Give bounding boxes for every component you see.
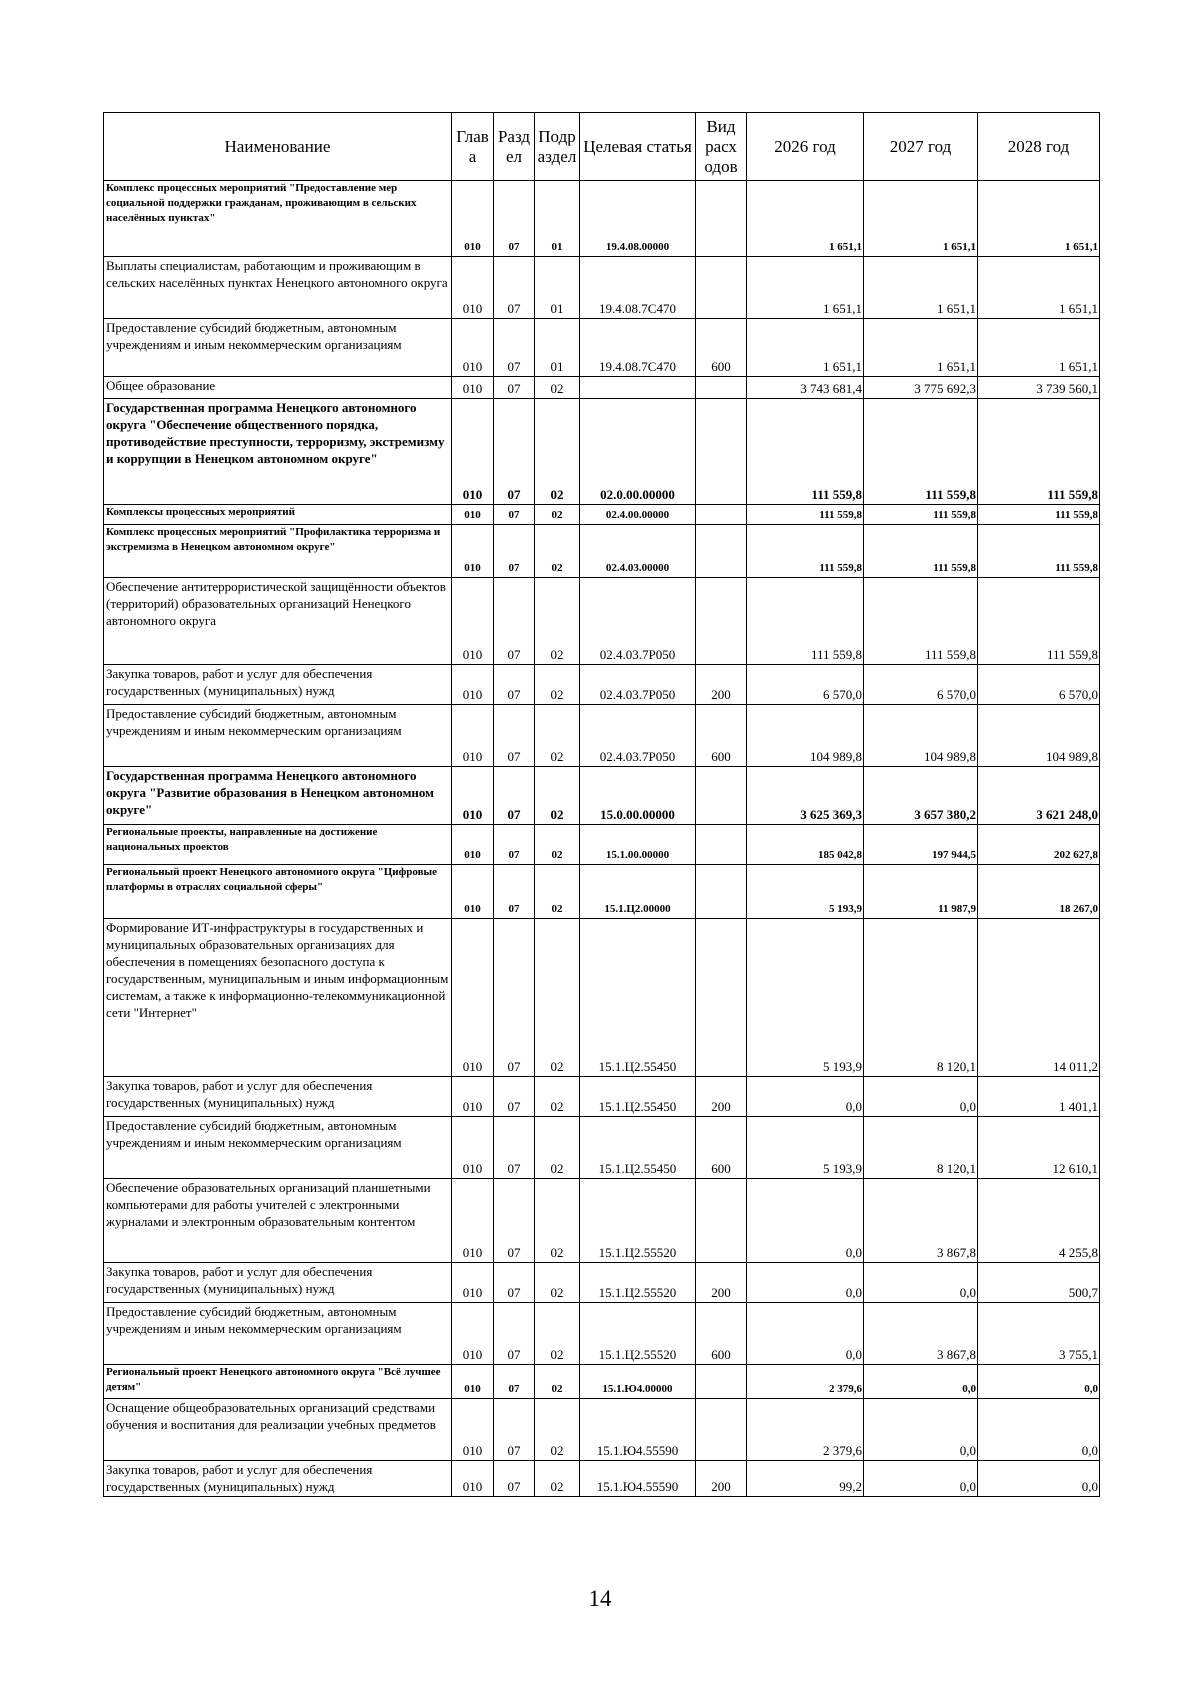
row-2027: 3 867,8 (864, 1179, 978, 1263)
row-razdel: 07 (494, 399, 535, 505)
row-razdel: 07 (494, 825, 535, 865)
row-2026: 3 625 369,3 (747, 767, 864, 825)
row-2028: 0,0 (978, 1365, 1100, 1399)
row-vid: 200 (696, 665, 747, 705)
row-razdel: 07 (494, 1117, 535, 1179)
row-target (580, 377, 696, 399)
row-2026: 111 559,8 (747, 578, 864, 665)
row-2027: 3 867,8 (864, 1303, 978, 1365)
row-2027: 1 651,1 (864, 181, 978, 257)
row-glava: 010 (452, 1179, 494, 1263)
row-glava: 010 (452, 767, 494, 825)
row-2027: 104 989,8 (864, 705, 978, 767)
row-2027: 0,0 (864, 1263, 978, 1303)
row-razdel: 07 (494, 1461, 535, 1497)
row-2026: 2 379,6 (747, 1399, 864, 1461)
row-razdel: 07 (494, 865, 535, 919)
row-target: 19.4.08.7С470 (580, 319, 696, 377)
row-2026: 0,0 (747, 1303, 864, 1365)
row-2026: 111 559,8 (747, 505, 864, 525)
row-glava: 010 (452, 705, 494, 767)
row-vid (696, 865, 747, 919)
row-name: Формирование ИТ-инфраструктуры в государственных и муниципальных образовательных организациях для обеспечения в помещениях безопасного доступа к государственным, муниципальным и иным информационным системам, а также к информационно-телекоммуникационной сети "Интернет" (104, 919, 452, 1077)
row-name: Общее образование (104, 377, 452, 399)
row-razdel: 07 (494, 1077, 535, 1117)
row-target: 02.4.03.7Р050 (580, 578, 696, 665)
row-podrazdel: 02 (535, 1399, 580, 1461)
row-razdel: 07 (494, 257, 535, 319)
row-2028: 111 559,8 (978, 505, 1100, 525)
row-2028: 3 621 248,0 (978, 767, 1100, 825)
row-2028: 0,0 (978, 1461, 1100, 1497)
row-2028: 6 570,0 (978, 665, 1100, 705)
row-razdel: 07 (494, 1303, 535, 1365)
row-2028: 1 401,1 (978, 1077, 1100, 1117)
row-target: 19.4.08.00000 (580, 181, 696, 257)
row-glava: 010 (452, 377, 494, 399)
row-name: Закупка товаров, работ и услуг для обеспечения государственных (муниципальных) нужд (104, 1263, 452, 1303)
row-podrazdel: 02 (535, 525, 580, 578)
row-2028: 14 011,2 (978, 919, 1100, 1077)
row-glava: 010 (452, 399, 494, 505)
row-2026: 6 570,0 (747, 665, 864, 705)
row-name: Обеспечение антитеррористической защищённости объектов (территорий) образовательных организаций Ненецкого автономного округа (104, 578, 452, 665)
header-vid: Вид расх одов (696, 113, 747, 181)
row-razdel: 07 (494, 377, 535, 399)
row-vid: 200 (696, 1263, 747, 1303)
row-podrazdel: 02 (535, 505, 580, 525)
row-2028: 1 651,1 (978, 181, 1100, 257)
row-glava: 010 (452, 825, 494, 865)
row-target: 15.1.Ц2.55520 (580, 1303, 696, 1365)
table-row (104, 578, 1100, 665)
row-podrazdel: 02 (535, 825, 580, 865)
row-2028: 111 559,8 (978, 525, 1100, 578)
table-row (104, 865, 1100, 919)
row-vid (696, 525, 747, 578)
row-glava: 010 (452, 257, 494, 319)
table-row (104, 1399, 1100, 1461)
row-2027: 8 120,1 (864, 1117, 978, 1179)
row-vid (696, 399, 747, 505)
row-name: Закупка товаров, работ и услуг для обеспечения государственных (муниципальных) нужд (104, 1461, 452, 1497)
row-vid (696, 377, 747, 399)
row-vid (696, 825, 747, 865)
row-glava: 010 (452, 1365, 494, 1399)
row-2028: 1 651,1 (978, 319, 1100, 377)
row-2026: 3 743 681,4 (747, 377, 864, 399)
row-name: Предоставление субсидий бюджетным, автономным учреждениям и иным некоммерческим организациям (104, 1117, 452, 1179)
row-razdel: 07 (494, 578, 535, 665)
row-glava: 010 (452, 181, 494, 257)
row-target: 15.0.00.00000 (580, 767, 696, 825)
row-name: Выплаты специалистам, работающим и проживающим в сельских населённых пунктах Ненецкого автономного округа (104, 257, 452, 319)
row-name: Закупка товаров, работ и услуг для обеспечения государственных (муниципальных) нужд (104, 665, 452, 705)
row-2027: 111 559,8 (864, 505, 978, 525)
row-vid: 600 (696, 1117, 747, 1179)
row-name: Предоставление субсидий бюджетным, автономным учреждениям и иным некоммерческим организациям (104, 1303, 452, 1365)
row-2026: 111 559,8 (747, 525, 864, 578)
header-glava: Глав а (452, 113, 494, 181)
table-row (104, 1365, 1100, 1399)
row-2028: 4 255,8 (978, 1179, 1100, 1263)
header-row (104, 113, 1100, 181)
row-2026: 104 989,8 (747, 705, 864, 767)
table-row (104, 257, 1100, 319)
row-name: Государственная программа Ненецкого автономного округа "Развитие образования в Ненецком автономном округе" (104, 767, 452, 825)
row-2026: 5 193,9 (747, 1117, 864, 1179)
table-row (104, 665, 1100, 705)
row-2027: 0,0 (864, 1365, 978, 1399)
row-vid (696, 505, 747, 525)
row-2028: 18 267,0 (978, 865, 1100, 919)
row-podrazdel: 02 (535, 1365, 580, 1399)
row-2027: 8 120,1 (864, 919, 978, 1077)
row-2027: 11 987,9 (864, 865, 978, 919)
row-razdel: 07 (494, 1263, 535, 1303)
row-glava: 010 (452, 1399, 494, 1461)
row-target: 15.1.Ю4.55590 (580, 1461, 696, 1497)
header-podrazdel: Подр аздел (535, 113, 580, 181)
row-2026: 0,0 (747, 1263, 864, 1303)
row-podrazdel: 01 (535, 181, 580, 257)
row-glava: 010 (452, 665, 494, 705)
row-target: 15.1.Ю4.55590 (580, 1399, 696, 1461)
row-razdel: 07 (494, 767, 535, 825)
header-razdel: Разд ел (494, 113, 535, 181)
row-2027: 1 651,1 (864, 319, 978, 377)
row-name: Закупка товаров, работ и услуг для обеспечения государственных (муниципальных) нужд (104, 1077, 452, 1117)
row-2028: 1 651,1 (978, 257, 1100, 319)
row-vid: 200 (696, 1077, 747, 1117)
row-podrazdel: 02 (535, 1179, 580, 1263)
row-razdel: 07 (494, 705, 535, 767)
row-razdel: 07 (494, 665, 535, 705)
row-vid: 600 (696, 1303, 747, 1365)
table-row (104, 1263, 1100, 1303)
row-target: 15.1.Ю4.00000 (580, 1365, 696, 1399)
table-row (104, 399, 1100, 505)
row-podrazdel: 02 (535, 665, 580, 705)
row-podrazdel: 02 (535, 767, 580, 825)
row-2027: 1 651,1 (864, 257, 978, 319)
row-glava: 010 (452, 1117, 494, 1179)
row-target: 15.1.Ц2.55450 (580, 1077, 696, 1117)
row-2027: 0,0 (864, 1461, 978, 1497)
row-2027: 111 559,8 (864, 399, 978, 505)
row-target: 15.1.Ц2.55520 (580, 1263, 696, 1303)
table-row (104, 1117, 1100, 1179)
row-vid (696, 257, 747, 319)
row-name: Региональные проекты, направленные на достижение национальных проектов (104, 825, 452, 865)
row-target: 15.1.Ц2.55450 (580, 1117, 696, 1179)
row-2027: 0,0 (864, 1399, 978, 1461)
row-target: 02.4.03.00000 (580, 525, 696, 578)
header-2026: 2026 год (747, 113, 864, 181)
row-2028: 104 989,8 (978, 705, 1100, 767)
row-2026: 5 193,9 (747, 865, 864, 919)
table-row (104, 1179, 1100, 1263)
row-name: Государственная программа Ненецкого автономного округа "Обеспечение общественного порядка, противодействие преступности, терроризму, экстремизму и коррупции в Ненецком автономном округе" (104, 399, 452, 505)
row-podrazdel: 01 (535, 257, 580, 319)
row-razdel: 07 (494, 1365, 535, 1399)
row-podrazdel: 02 (535, 1117, 580, 1179)
table-row (104, 1303, 1100, 1365)
row-2026: 1 651,1 (747, 257, 864, 319)
row-razdel: 07 (494, 1179, 535, 1263)
row-glava: 010 (452, 525, 494, 578)
row-name: Обеспечение образовательных организаций планшетными компьютерами для работы учителей с электронными журналами и электронным образовательным контентом (104, 1179, 452, 1263)
row-2027: 111 559,8 (864, 578, 978, 665)
row-podrazdel: 02 (535, 578, 580, 665)
row-glava: 010 (452, 1077, 494, 1117)
row-target: 19.4.08.7С470 (580, 257, 696, 319)
table-row (104, 181, 1100, 257)
row-razdel: 07 (494, 525, 535, 578)
row-name: Оснащение общеобразовательных организаций средствами обучения и воспитания для реализации учебных предметов (104, 1399, 452, 1461)
header-name: Наименование (104, 113, 452, 181)
row-razdel: 07 (494, 919, 535, 1077)
row-glava: 010 (452, 919, 494, 1077)
row-razdel: 07 (494, 181, 535, 257)
row-2028: 500,7 (978, 1263, 1100, 1303)
row-podrazdel: 02 (535, 1303, 580, 1365)
row-2026: 0,0 (747, 1077, 864, 1117)
row-vid (696, 578, 747, 665)
row-podrazdel: 02 (535, 1263, 580, 1303)
row-2027: 0,0 (864, 1077, 978, 1117)
row-target: 02.4.00.00000 (580, 505, 696, 525)
row-target: 02.4.03.7Р050 (580, 705, 696, 767)
row-podrazdel: 02 (535, 919, 580, 1077)
row-name: Предоставление субсидий бюджетным, автономным учреждениям и иным некоммерческим организациям (104, 705, 452, 767)
table-row (104, 919, 1100, 1077)
row-target: 15.1.Ц2.00000 (580, 865, 696, 919)
table-row (104, 525, 1100, 578)
row-razdel: 07 (494, 1399, 535, 1461)
page-number: 14 (588, 1586, 612, 1611)
row-2026: 1 651,1 (747, 181, 864, 257)
row-razdel: 07 (494, 505, 535, 525)
row-2026: 185 042,8 (747, 825, 864, 865)
row-2028: 0,0 (978, 1399, 1100, 1461)
row-2026: 111 559,8 (747, 399, 864, 505)
row-2028: 111 559,8 (978, 578, 1100, 665)
row-podrazdel: 02 (535, 865, 580, 919)
row-name: Комплекс процессных мероприятий "Профилактика терроризма и экстремизма в Ненецком автономном округе" (104, 525, 452, 578)
row-vid (696, 1399, 747, 1461)
row-2028: 202 627,8 (978, 825, 1100, 865)
row-podrazdel: 02 (535, 399, 580, 505)
row-vid: 600 (696, 319, 747, 377)
row-name: Предоставление субсидий бюджетным, автономным учреждениям и иным некоммерческим организациям (104, 319, 452, 377)
row-vid: 600 (696, 705, 747, 767)
row-glava: 010 (452, 1461, 494, 1497)
row-2028: 3 739 560,1 (978, 377, 1100, 399)
row-2028: 111 559,8 (978, 399, 1100, 505)
row-vid: 200 (696, 1461, 747, 1497)
row-2027: 3 657 380,2 (864, 767, 978, 825)
header-2028: 2028 год (978, 113, 1100, 181)
row-name: Комплекс процессных мероприятий "Предоставление мер социальной поддержки гражданам, проживающим в сельских населённых пунктах" (104, 181, 452, 257)
row-glava: 010 (452, 578, 494, 665)
row-name: Комплексы процессных мероприятий (104, 505, 452, 525)
row-vid (696, 1365, 747, 1399)
row-target: 15.1.00.00000 (580, 825, 696, 865)
row-target: 15.1.Ц2.55450 (580, 919, 696, 1077)
row-2028: 3 755,1 (978, 1303, 1100, 1365)
table-row (104, 505, 1100, 525)
header-target: Целевая статья (580, 113, 696, 181)
row-2026: 0,0 (747, 1179, 864, 1263)
row-podrazdel: 01 (535, 319, 580, 377)
row-2027: 3 775 692,3 (864, 377, 978, 399)
row-vid (696, 1179, 747, 1263)
row-vid (696, 181, 747, 257)
row-2026: 1 651,1 (747, 319, 864, 377)
row-podrazdel: 02 (535, 1077, 580, 1117)
row-2026: 5 193,9 (747, 919, 864, 1077)
row-glava: 010 (452, 319, 494, 377)
table-row (104, 705, 1100, 767)
table-row (104, 1077, 1100, 1117)
row-podrazdel: 02 (535, 377, 580, 399)
row-target: 02.4.03.7Р050 (580, 665, 696, 705)
row-podrazdel: 02 (535, 1461, 580, 1497)
row-2026: 99,2 (747, 1461, 864, 1497)
table-row (104, 825, 1100, 865)
table-row (104, 319, 1100, 377)
row-name: Региональный проект Ненецкого автономного округа "Цифровые платформы в отраслях социальной сферы" (104, 865, 452, 919)
row-name: Региональный проект Ненецкого автономного округа "Всё лучшее детям" (104, 1365, 452, 1399)
header-2027: 2027 год (864, 113, 978, 181)
row-razdel: 07 (494, 319, 535, 377)
row-vid (696, 767, 747, 825)
row-2027: 6 570,0 (864, 665, 978, 705)
row-2027: 111 559,8 (864, 525, 978, 578)
row-2028: 12 610,1 (978, 1117, 1100, 1179)
row-target: 02.0.00.00000 (580, 399, 696, 505)
table-row (104, 767, 1100, 825)
row-glava: 010 (452, 1263, 494, 1303)
row-podrazdel: 02 (535, 705, 580, 767)
row-glava: 010 (452, 1303, 494, 1365)
table-row (104, 377, 1100, 399)
table-row (104, 1461, 1100, 1497)
row-glava: 010 (452, 505, 494, 525)
row-vid (696, 919, 747, 1077)
budget-table (103, 112, 1100, 1497)
row-2027: 197 944,5 (864, 825, 978, 865)
row-2026: 2 379,6 (747, 1365, 864, 1399)
row-glava: 010 (452, 865, 494, 919)
row-target: 15.1.Ц2.55520 (580, 1179, 696, 1263)
